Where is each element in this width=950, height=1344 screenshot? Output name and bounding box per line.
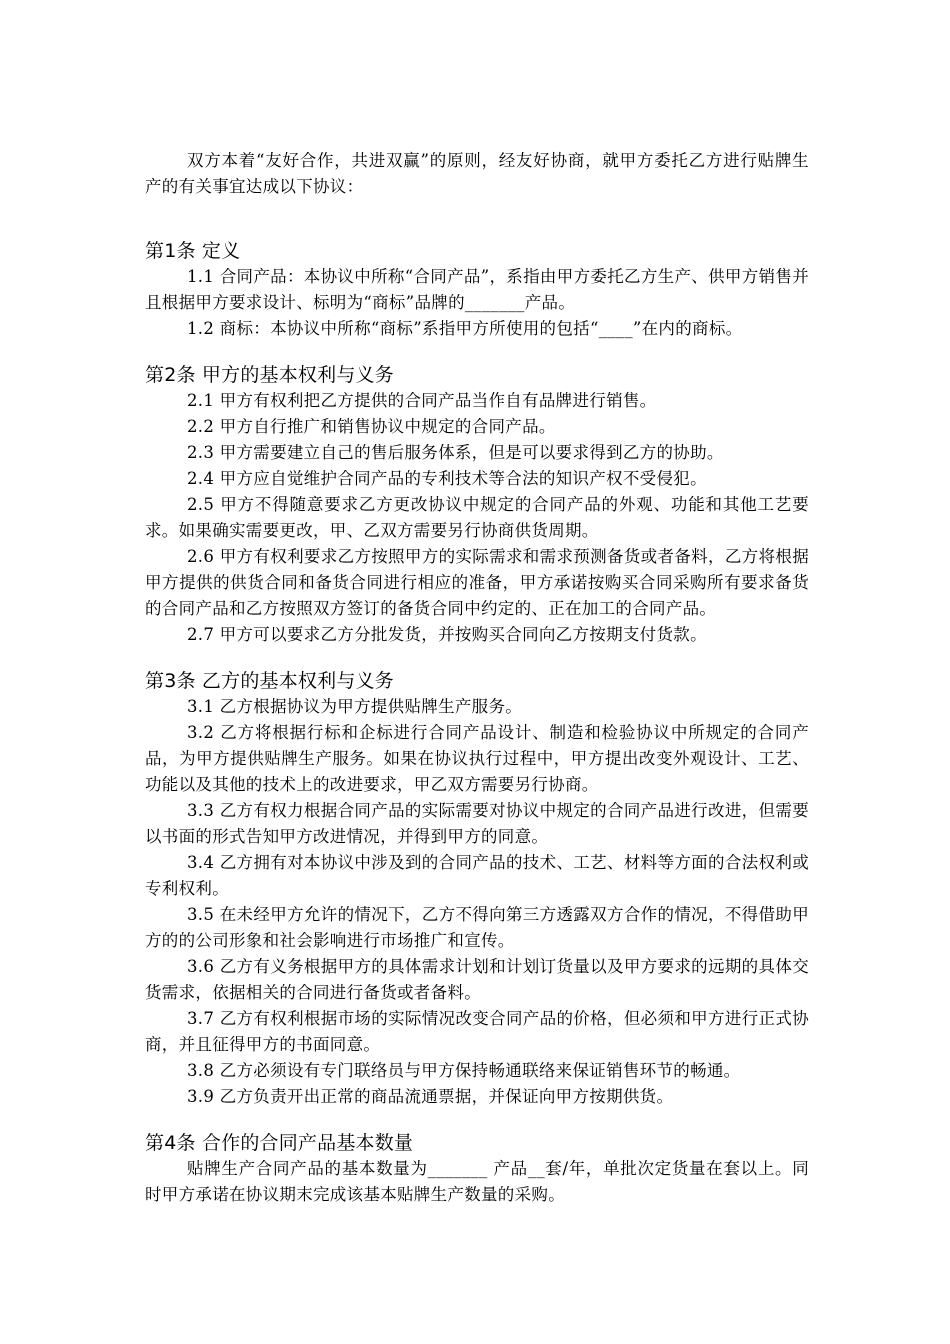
section-4-title: 第4条 合作的合同产品基本数量: [145, 1132, 414, 1154]
clause-1-1: 1.1 合同产品：本协议中所称“合同产品”，系指由甲方委托乙方生产、供甲方销售并且根据甲方要求设计、标明为“商标”品牌的_______产品。: [145, 267, 809, 312]
clause-3-7: 3.7 乙方有权利根据市场的实际情况改变合同产品的价格，但必须和甲方进行正式协商，并且征得甲方的书面同意。: [145, 1009, 809, 1054]
clause-4-body: 贴牌生产合同产品的基本数量为_______ 产品__套/年，单批次定货量在套以上。同时甲方承诺在协议期末完成该基本贴牌生产数量的采购。: [145, 1159, 809, 1204]
clause-2-7: 2.7 甲方可以要求乙方分批发货，并按购买合同向乙方按期支付货款。: [187, 625, 707, 644]
clause-2-6: 2.6 甲方有权利要求乙方按照甲方的实际需求和需求预测备货或者备料，乙方将根据甲方提供的供货合同和备货合同进行相应的准备，甲方承诺按购买合同采购所有要求备货的合同产品和乙方按照双方签订的备货合同中约定的、正在加工的合同产品。: [145, 547, 809, 618]
clause-2-5: 2.5 甲方不得随意要求乙方更改协议中规定的合同产品的外观、功能和其他工艺要求。如果确实需要更改，甲、乙双方需要另行协商供货周期。: [145, 495, 809, 540]
clause-2-2: 2.2 甲方自行推广和销售协议中规定的合同产品。: [187, 417, 556, 436]
clause-2-3: 2.3 甲方需要建立自己的售后服务体系，但是可以要求得到乙方的协助。: [187, 443, 724, 462]
section-2-title: 第2条 甲方的基本权利与义务: [145, 364, 394, 386]
clause-3-6: 3.6 乙方有义务根据甲方的具体需求计划和计划订货量以及甲方要求的远期的具体交货需求，依据相关的合同进行备货或者备料。: [145, 957, 809, 1002]
clause-3-9: 3.9 乙方负责开出正常的商品流通票据，并保证向甲方按期供货。: [187, 1087, 674, 1106]
clause-2-1: 2.1 甲方有权利把乙方提供的合同产品当作自有品牌进行销售。: [187, 391, 657, 410]
clause-3-1: 3.1 乙方根据协议为甲方提供贴牌生产服务。: [187, 697, 523, 716]
section-1-title: 第1条 定义: [145, 240, 241, 262]
contract-page: [145, 148, 809, 1208]
intro-paragraph: 双方本着“友好合作，共进双赢”的原则，经友好协商，就甲方委托乙方进行贴牌生产的有关事宜达成以下协议：: [145, 151, 809, 196]
clause-3-2: 3.2 乙方将根据行标和企标进行合同产品设计、制造和检验协议中所规定的合同产品，为甲方提供贴牌生产服务。如果在协议执行过程中，甲方提出改变外观设计、工艺、功能以及其他的技术上的改进要求，甲乙双方需要另行协商。: [145, 723, 809, 794]
section-3-title: 第3条 乙方的基本权利与义务: [145, 670, 394, 692]
clause-3-3: 3.3 乙方有权力根据合同产品的实际需要对协议中规定的合同产品进行改进，但需要以书面的形式告知甲方改进情况，并得到甲方的同意。: [145, 801, 809, 846]
clause-3-8: 3.8 乙方必须设有专门联络员与甲方保持畅通联络来保证销售环节的畅通。: [187, 1061, 741, 1080]
clause-1-2: 1.2 商标：本协议中所称“商标”系指甲方所使用的包括“____”在内的商标。: [187, 319, 743, 338]
clause-3-5: 3.5 在未经甲方允许的情况下，乙方不得向第三方透露双方合作的情况，不得借助甲方的的公司形象和社会影响进行市场推广和宣传。: [145, 905, 809, 950]
clause-2-4: 2.4 甲方应自觉维护合同产品的专利技术等合法的知识产权不受侵犯。: [187, 469, 707, 488]
clause-3-4: 3.4 乙方拥有对本协议中涉及到的合同产品的技术、工艺、材料等方面的合法权利或专利权利。: [145, 853, 809, 898]
